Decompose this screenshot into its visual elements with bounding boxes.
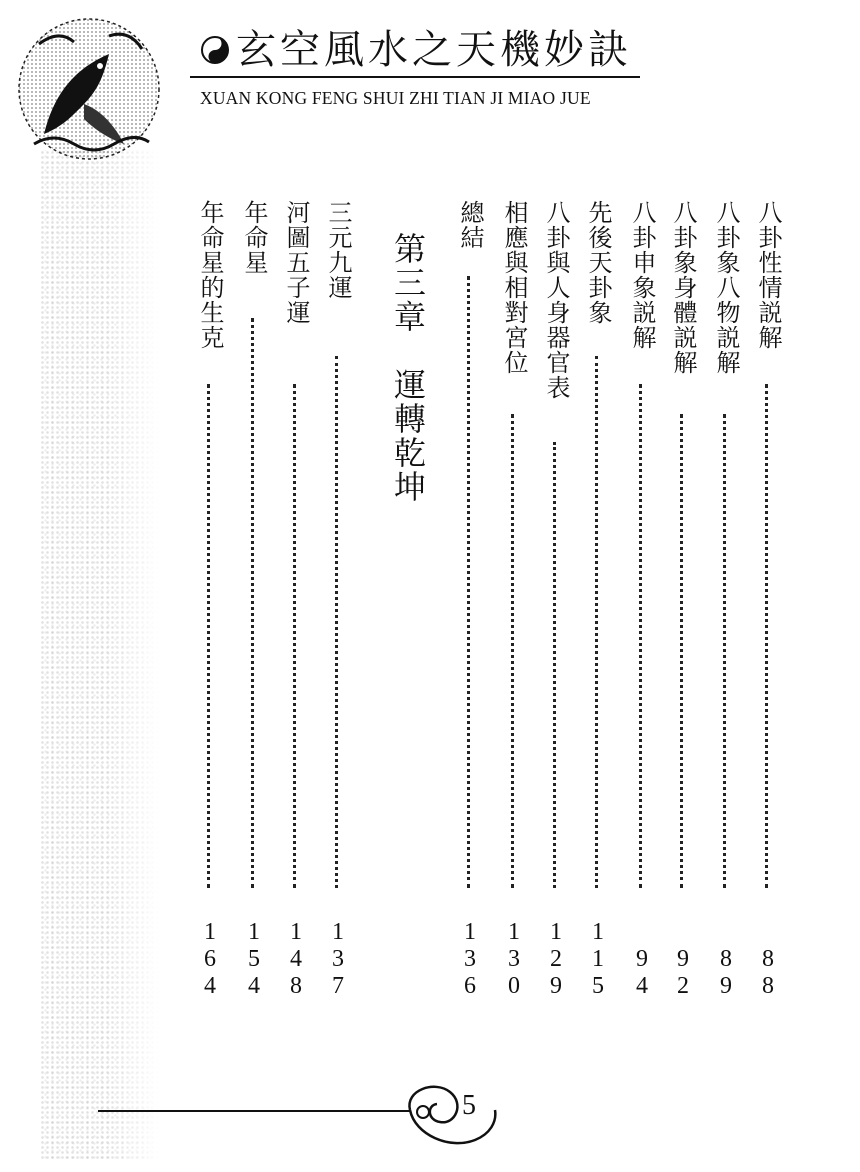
- toc-leader-dots: [251, 318, 254, 888]
- toc-entry-page: 8 8: [762, 946, 774, 999]
- toc-entry-page: 1 6 4: [204, 919, 216, 999]
- toc-entry-page: 1 3 7: [332, 919, 344, 999]
- header-divider: [190, 76, 640, 78]
- toc-entry: [320, 200, 356, 1000]
- toc-entry-page: 1 1 5: [592, 919, 604, 999]
- chapter-heading: 第三章 運轉乾坤: [389, 232, 427, 504]
- footer-divider: [98, 1110, 410, 1112]
- toc-entry-title: 年命星的生克: [196, 200, 224, 350]
- toc-entry-title: 八卦性情説解: [754, 200, 782, 350]
- toc-leader-dots: [765, 384, 768, 888]
- toc-leader-dots: [467, 276, 470, 888]
- toc-entry-page: 1 3 0: [508, 919, 520, 999]
- toc-entry-title: 八卦與人身器官表: [542, 200, 570, 400]
- toc-entry-page: 1 2 9: [550, 919, 562, 999]
- toc-entry: [278, 200, 314, 1000]
- toc-entry-page: 1 5 4: [248, 919, 260, 999]
- toc-entry-title: 先後天卦象: [584, 200, 612, 325]
- toc-leader-dots: [680, 414, 683, 888]
- fish-emblem-icon: [14, 14, 164, 164]
- toc-leader-dots: [595, 356, 598, 888]
- book-title-text: 玄空風水之天機妙訣: [236, 27, 632, 73]
- toc-entry-title: 八卦象八物説解: [712, 200, 740, 375]
- toc-leader-dots: [335, 356, 338, 888]
- toc-entry-title: 相應與相對宮位: [500, 200, 528, 375]
- toc-entry: [624, 200, 660, 1000]
- toc-entry: [192, 200, 228, 1000]
- toc-leader-dots: [293, 384, 296, 888]
- toc-entry-title: 三元九運: [324, 200, 352, 300]
- decorative-side-strip: [40, 150, 160, 1160]
- page-number: 5: [462, 1090, 476, 1121]
- toc-entry: [580, 200, 616, 1000]
- toc-leader-dots: [207, 384, 210, 888]
- toc-entry-page: 9 4: [636, 946, 648, 999]
- book-subtitle: XUAN KONG FENG SHUI ZHI TIAN JI MIAO JUE: [200, 88, 591, 108]
- toc-entry-page: 9 2: [677, 946, 689, 999]
- toc-leader-dots: [553, 442, 556, 888]
- toc-entry-title: 八卦象身體説解: [669, 200, 697, 375]
- toc-entry: [538, 200, 574, 1000]
- toc-entry-page: 1 3 6: [464, 919, 476, 999]
- toc-entry: [496, 200, 532, 1000]
- toc-entry-title: 河圖五子運: [282, 200, 310, 325]
- toc-leader-dots: [511, 414, 514, 888]
- toc-entry: [750, 200, 786, 1000]
- toc-entry: [236, 200, 272, 1000]
- toc-leader-dots: [639, 384, 642, 888]
- yin-yang-icon: [200, 35, 230, 65]
- toc-entry-page: 8 9: [720, 946, 732, 999]
- toc-entry-page: 1 4 8: [290, 919, 302, 999]
- toc-leader-dots: [723, 414, 726, 888]
- toc-entry: [452, 200, 488, 1000]
- toc-entry-title: 八卦申象説解: [628, 200, 656, 350]
- toc-entry: [665, 200, 701, 1000]
- swirl-ornament-icon: [395, 1070, 505, 1160]
- book-title: [200, 26, 632, 74]
- toc-entry-title: 總結: [456, 200, 484, 250]
- toc-entry: [708, 200, 744, 1000]
- toc-entry-title: 年命星: [240, 200, 268, 275]
